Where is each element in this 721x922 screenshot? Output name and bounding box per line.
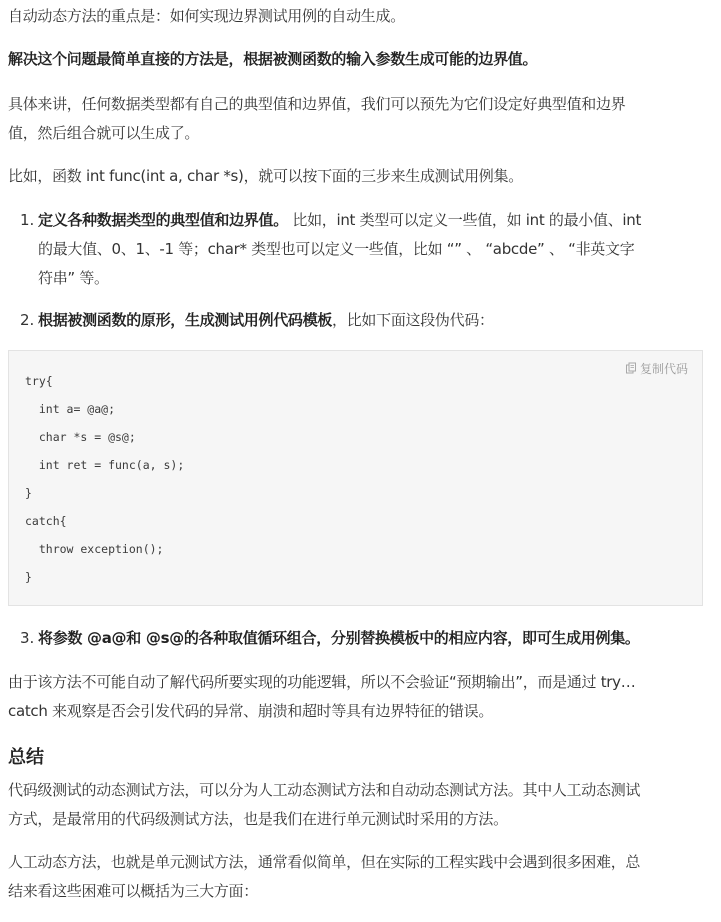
paragraph-no-oracle-line-1: 由于该方法不可能自动了解代码所要实现的功能逻辑，所以不会验证“预期输出”，而是通过 try… [8, 673, 636, 691]
code-line: } [25, 486, 32, 500]
copy-code-label: 复制代码 [639, 361, 688, 376]
list-item-1-line-2: 的最大值、0、1、-1 等；char* 类型也可以定义一些值，比如 “” 、 “abcde” 、 “非英文字 [38, 240, 635, 258]
paragraph-summary-2 [8, 848, 708, 906]
paragraph-key-method: 解决这个问题最简单直接的方法是，根据被测函数的输入参数生成可能的边界值。 [8, 50, 538, 68]
code-line: } [25, 570, 32, 584]
list-item-3: 将参数 @a@和 @s@的各种取值循环组合，分别替换模板中的相应内容，即可生成用例集。 [38, 629, 640, 647]
code-line: catch{ [25, 514, 67, 528]
list-item-1 [38, 206, 708, 293]
list-number-2: 2. [20, 311, 35, 329]
code-line: int ret = func(a, s); [25, 458, 185, 472]
code-line: int a= @a@; [25, 402, 116, 416]
list-item-2-bold: 根据被测函数的原形，生成测试用例代码模板 [38, 311, 333, 329]
paragraph-detail [8, 90, 708, 148]
paragraph-intro: 自动动态方法的重点是：如何实现边界测试用例的自动生成。 [8, 7, 405, 25]
list-item-2 [38, 306, 708, 335]
list-item-1-bold: 定义各种数据类型的典型值和边界值。 [38, 211, 288, 229]
paragraph-summary-1-line-1: 代码级测试的动态测试方法，可以分为人工动态测试方法和自动动态测试方法。其中人工动态测试 [8, 781, 641, 799]
list-item-2-rest: ，比如下面这段伪代码： [332, 311, 494, 329]
paragraph-no-oracle-line-2: catch 来观察是否会引发代码的异常、崩溃和超时等具有边界特征的错误。 [8, 702, 494, 720]
list-number-1: 1. [20, 211, 35, 229]
list-number-3: 3. [20, 629, 35, 647]
paragraph-detail-line-2: 值，然后组合就可以生成了。 [8, 124, 200, 142]
code-block [8, 350, 703, 606]
paragraph-example: 比如，函数 int func(int a, char *s)，就可以按下面的三步来生成测试用例集。 [8, 167, 523, 185]
paragraph-summary-1 [8, 776, 708, 834]
copy-icon [625, 362, 637, 374]
paragraph-summary-2-line-1: 人工动态方法，也就是单元测试方法，通常看似简单，但在实际的工程实践中会遇到很多困难，总 [8, 853, 641, 871]
paragraph-summary-2-line-2: 结来看这些困难可以概括为三大方面： [8, 882, 258, 900]
list-item-1-line-3: 符串” 等。 [38, 269, 109, 287]
paragraph-detail-line-1: 具体来讲，任何数据类型都有自己的典型值和边界值，我们可以预先为它们设定好典型值和边界 [8, 95, 626, 113]
code-line: try{ [25, 374, 53, 388]
list-item-1-line-1: 比如，int 类型可以定义一些值，如 int 的最小值、int [287, 211, 642, 229]
paragraph-no-oracle [8, 668, 708, 726]
section-heading-summary: 总结 [8, 747, 44, 768]
code-line: throw exception(); [25, 542, 164, 556]
paragraph-summary-1-line-2: 方式，是最常用的代码级测试方法，也是我们在进行单元测试时采用的方法。 [8, 810, 508, 828]
code-line: char *s = @s@; [25, 430, 136, 444]
copy-code-button[interactable] [625, 359, 688, 377]
